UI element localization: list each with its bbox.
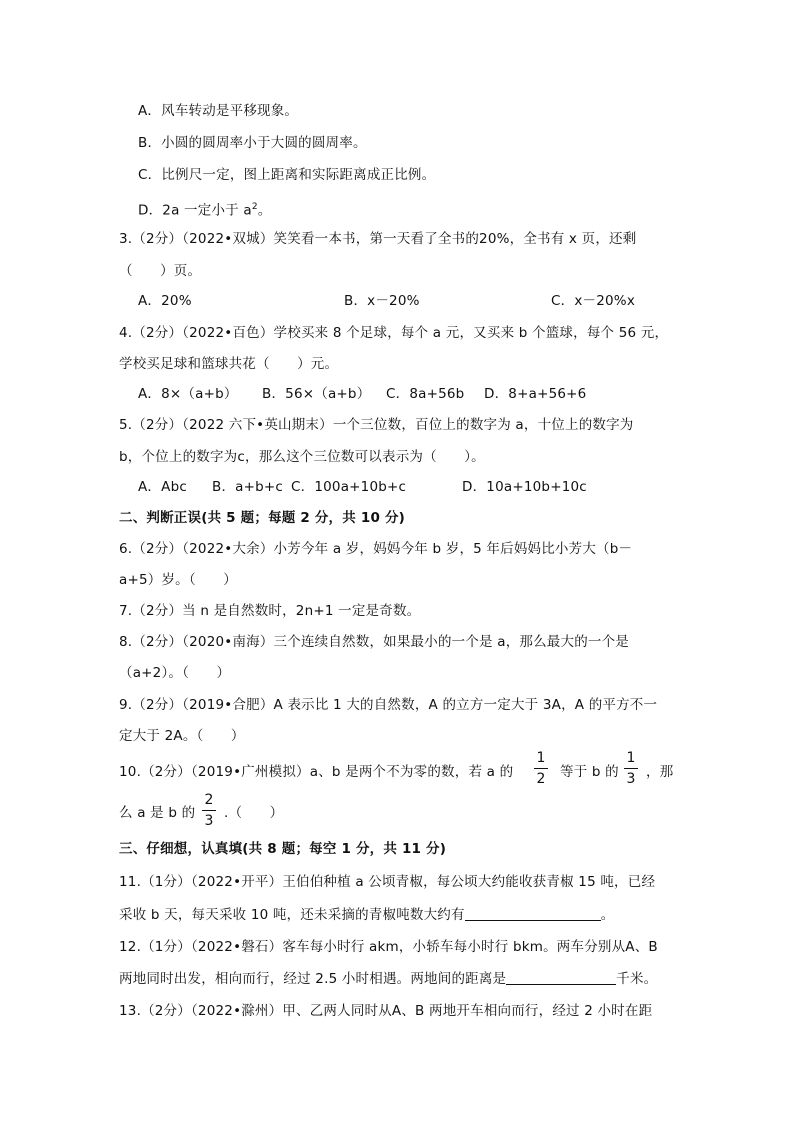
q2-option-c: C．比例尺一定，图上距离和实际距离成正比例。 [138,167,436,183]
fraction-two-thirds: 2 3 [202,792,216,829]
q4-option-b: B．56×（a+b） [262,386,371,402]
q13-stem-line1: 13.（2分）（2022•滁州）甲、乙两人同时从A、B 两地开车相向而行，经过 2 小时在距 [119,1003,653,1019]
q4-option-a: A．8×（a+b） [138,386,238,402]
q4-stem-line2: 学校买足球和篮球共花（ ）元。 [119,356,339,372]
q11-answer-blank[interactable] [465,906,601,921]
fraction-one-third: 1 3 [624,750,638,787]
q5-option-d: D．10a+10b+10c [462,479,587,495]
q5-option-b: B．a+b+c [212,479,284,495]
q4-option-d: D．8+a+56+6 [484,386,587,402]
q6-stem-line2: a+5）岁。（ ） [119,572,237,588]
q10-stem-line1-end: ，那 [646,764,674,780]
superscript: 2 [251,202,258,212]
q11-stem-line1: 11.（1分）（2022•开平）王伯伯种植 a 公顷青椒，每公顷大约能收获青椒 15 吨，已经 [119,874,656,890]
q5-option-c: C．100a+10b+c [291,479,407,495]
q7-stem: 7.（2分）当 n 是自然数时，2n+1 一定是奇数。 [119,603,421,619]
q12-answer-blank[interactable] [506,970,616,985]
q2-option-b: B．小圆的圆周率小于大圆的圆周率。 [138,135,367,151]
q11-stem-line2: 采收 b 天，每天采收 10 吨，还未采摘的青椒吨数大约有 。 [119,907,615,923]
q9-stem-line1: 9.（2分）（2019•合肥）A 表示比 1 大的自然数，A 的立方一定大于 3A，A 的平方不一 [119,697,658,713]
q4-stem-line1: 4.（2分）（2022•百色）学校买来 8 个足球，每个 a 元，又买来 b 个篮球，每个 56 元， [119,325,669,341]
q10-stem-line2-start: 么 a 是 b 的 [119,805,196,821]
q12-stem-line2: 两地同时出发，相向而行，经过 2.5 小时相遇。两地间的距离是 千米。 [119,971,658,987]
q3-stem-line1: 3.（2分）（2022•双城）笑笑看一本书，第一天看了全书的20%，全书有 x 页，还剩 [119,231,637,247]
q10-stem-line1-middle: 等于 b 的 [560,764,619,780]
q3-option-a: A．20% [138,293,192,309]
q5-stem-line1: 5.（2分）（2022 六下•英山期末）一个三位数，百位上的数字为 a，十位上的数字为 [119,417,634,433]
q5-stem-line2: b，个位上的数字为c，那么这个三位数可以表示为（ ）。 [119,449,485,465]
q10-stem-line2-end: .（ ） [224,805,284,821]
q6-stem-line1: 6.（2分）（2022•大余）小芳今年 a 岁，妈妈今年 b 岁，5 年后妈妈比小芳大（b－ [119,541,633,557]
section-heading-true-false: 二、判断正误(共 5 题；每题 2 分，共 10 分) [119,510,406,526]
q5-option-a: A．Abc [138,479,187,495]
q3-option-c: C．x－20%x [551,293,636,309]
q8-stem-line2: （a+2）。（ ） [119,665,231,681]
fraction-one-half: 1 2 [534,750,548,787]
q3-option-b: B．x－20% [344,293,420,309]
q2-option-a: A．风车转动是平移现象。 [138,103,299,119]
q3-stem-line2: （ ）页。 [119,263,202,279]
q9-stem-line2: 定大于 2A。（ ） [119,728,245,744]
q12-stem-line1: 12.（1分）（2022•磐石）客车每小时行 akm，小轿车每小时行 bkm。两车分别从A、B [119,939,658,955]
q10-stem-line1-start: 10.（2分）（2019•广州模拟）a、b 是两个不为零的数，若 a 的 [119,764,514,780]
q2-option-d: D．2a 一定小于 $a^2$。 [138,202,272,219]
section-heading-fill-in: 三、仔细想，认真填(共 8 题；每空 1 分，共 11 分) [119,841,447,857]
q4-option-c: C．8a+56b [386,386,465,402]
q8-stem-line1: 8.（2分）（2020•南海）三个连续自然数，如果最小的一个是 a，那么最大的一个是 [119,634,630,650]
